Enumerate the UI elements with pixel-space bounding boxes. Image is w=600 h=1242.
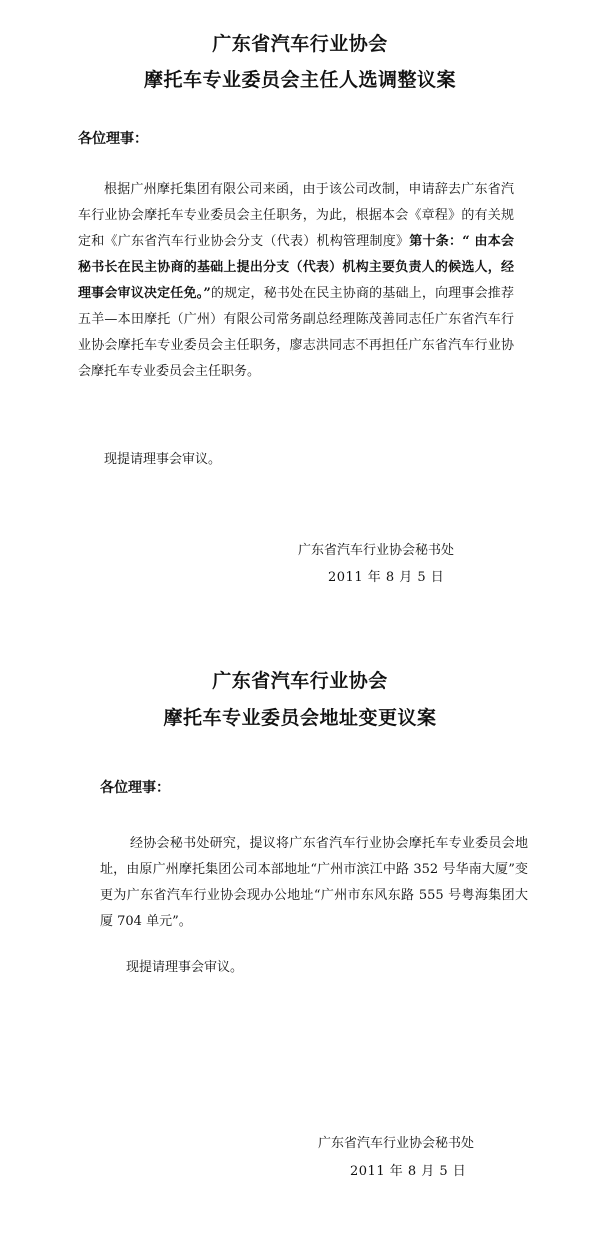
doc1-signature: 广东省汽车行业协会秘书处 xyxy=(298,543,455,558)
doc2-request: 现提请理事会审议。 xyxy=(126,960,244,975)
doc1-body-part2: 的规定，秘书处在民主协商的基础上，向理事会推荐五羊—本田摩托（广州）有限公司常务副总经理陈茂善同志任广东省汽车行业协会摩托车专业委员会主任职务，廖志洪同志不再担任广东省汽车行业协会摩托车专业委员会主任职务。 xyxy=(78,286,514,379)
doc1-date: 2011 年 8 月 5 日 xyxy=(328,570,445,585)
doc1-body-part1: 根据广州摩托集团有限公司来函，由于该公司改制，申请辞去广东省汽车行业协会摩托车专业委员会主任职务，为此，根据本会《章程》的有关规定和《广东省汽车行业协会分支（代表）机构管理制度》 xyxy=(78,182,514,249)
doc1-title: 摩托车专业委员会主任人选调整议案 xyxy=(143,69,456,91)
doc2-body: 经协会秘书处研究，提议将广东省汽车行业协会摩托车专业委员会地址，由原广州摩托集团公司本部地址“广州市滨江中路 352 号华南大厦”变更为广东省汽车行业协会现办公地址“广州市东风东路 555 号粤海集团大厦 704 单元”。 xyxy=(100,836,528,929)
doc1-org-title: 广东省汽车行业协会 xyxy=(212,33,388,55)
doc2-org-title: 广东省汽车行业协会 xyxy=(212,670,388,692)
doc2-signature: 广东省汽车行业协会秘书处 xyxy=(318,1136,475,1151)
doc1-request: 现提请理事会审议。 xyxy=(104,452,222,467)
doc1-body xyxy=(78,177,514,385)
doc2-salutation: 各位理事： xyxy=(100,780,170,796)
doc1-salutation: 各位理事： xyxy=(78,131,148,147)
doc1-body-bold: 第十条：“ 由本会秘书长在民主协商的基础上提出分支（代表）机构主要负责人的候选人，经理事会审议决定任免。” xyxy=(78,234,514,301)
doc2-title: 摩托车专业委员会地址变更议案 xyxy=(163,707,437,729)
doc2-date: 2011 年 8 月 5 日 xyxy=(350,1164,467,1179)
